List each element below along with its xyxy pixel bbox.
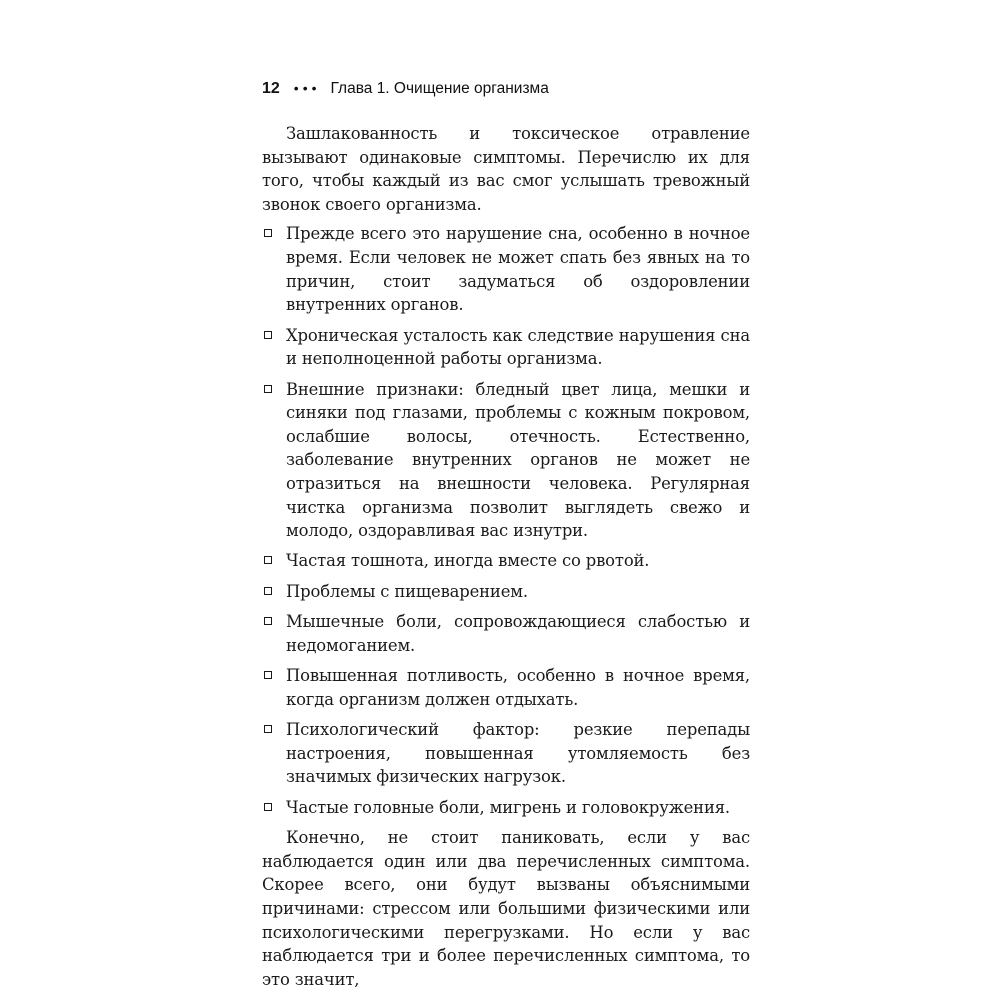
book-page: [262, 80, 750, 991]
list-item: [262, 718, 750, 789]
chapter-title: Глава 1. Очищение организма: [330, 80, 549, 97]
checkbox-icon: [264, 725, 272, 733]
checkbox-icon: [264, 385, 272, 393]
list-item-text: Частые головные боли, мигрень и головокружения.: [286, 797, 730, 817]
running-header: [262, 80, 750, 106]
page-number: 12: [262, 80, 280, 97]
checkbox-icon: [264, 617, 272, 625]
list-item: [262, 378, 750, 543]
intro-paragraph: Зашлакованность и токсическое отравление вызывают одинаковые симптомы. Перечислю их для того, чтобы каждый из вас смог услышать тревожный звонок своего организма.: [262, 124, 750, 214]
list-item: [262, 664, 750, 711]
list-item-text: Частая тошнота, иногда вместе со рвотой.: [286, 551, 650, 571]
list-item-text: Прежде всего это нарушение сна, особенно в ночное время. Если человек не может спать без явных на то причин, стоит задуматься об оздоровлении внутренних органов.: [286, 224, 750, 315]
body-text: [262, 122, 750, 991]
checkbox-icon: [264, 556, 272, 564]
checkbox-icon: [264, 587, 272, 595]
list-item-text: Хроническая усталость как следствие нарушения сна и неполноценной работы организма.: [286, 325, 750, 369]
list-item: [262, 549, 750, 573]
list-item: [262, 222, 750, 316]
header-dots: •••: [293, 80, 321, 96]
list-item-text: Мышечные боли, сопровождающиеся слабостью и недомоганием.: [286, 612, 750, 655]
list-item-text: Психологический фактор: резкие перепады настроения, повышенная утомляемость без значимых физических нагрузок.: [286, 720, 750, 787]
checkbox-icon: [264, 331, 272, 339]
list-item-text: Повышенная потливость, особенно в ночное время, когда организм должен отдыхать.: [286, 666, 750, 709]
checkbox-icon: [264, 229, 272, 237]
list-item-text: Проблемы с пищеварением.: [286, 581, 528, 601]
checkbox-icon: [264, 671, 272, 679]
list-item: [262, 324, 750, 371]
list-item-text: Внешние признаки: бледный цвет лица, мешки и синяки под глазами, проблемы с кожным покровом, ослабшие волосы, отечность. Естественно, заболевание внутренних органов не может не отразиться на внешности человека. Регулярная чистка организма позволит выглядеть свежо и молодо, оздоравливая вас изнутри.: [286, 379, 750, 541]
list-item: [262, 796, 750, 820]
list-item: [262, 580, 750, 604]
conclusion-paragraph: Конечно, не стоит паниковать, если у вас наблюдается один или два перечисленных симптома. Скорее всего, они будут вызваны объяснимыми причинами: стрессом или большими физическими или психологическими перегрузками. Но если у вас наблюдается три и более перечисленных симптома, то это значит,: [262, 828, 750, 989]
symptom-list: [262, 222, 750, 819]
checkbox-icon: [264, 803, 272, 811]
list-item: [262, 610, 750, 657]
